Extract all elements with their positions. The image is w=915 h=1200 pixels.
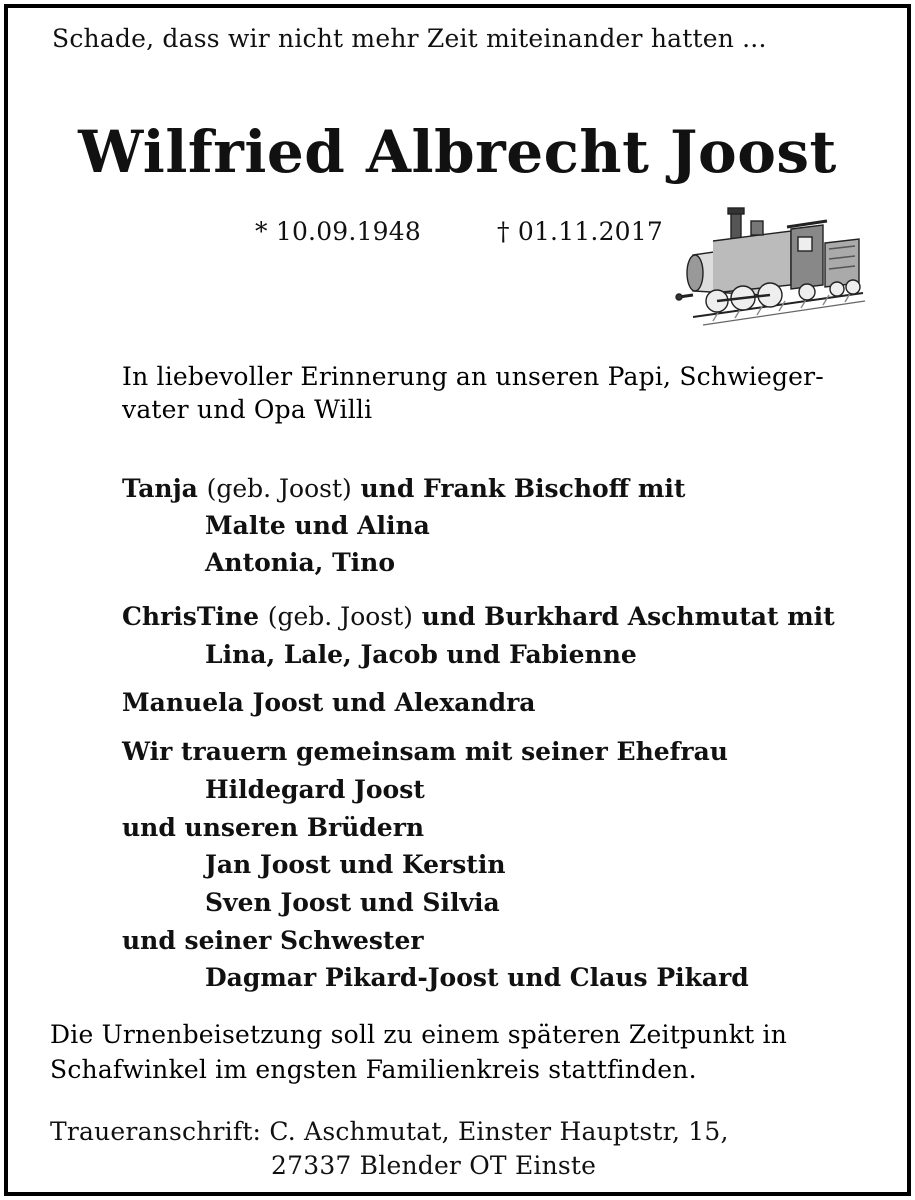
intro-line-1: In liebevoller Erinnerung an unseren Papi, Schwieger- — [122, 362, 824, 391]
deceased-name: Wilfried Albrecht Joost — [78, 118, 837, 186]
birth-date: * 10.09.1948 — [255, 217, 421, 246]
intro-line-2: vater und Opa Willi — [122, 395, 373, 424]
address-line-1: Traueranschrift: C. Aschmutat, Einster Hauptstr, 15, — [50, 1117, 729, 1146]
sister-name: Dagmar Pikard-Joost und Claus Pikard — [205, 963, 749, 992]
death-date: † 01.11.2017 — [497, 217, 663, 246]
brothers-intro: und unseren Brüdern — [122, 813, 425, 842]
address-line-2: 27337 Blender OT Einste — [271, 1151, 597, 1180]
family-manuela: Manuela Joost und Alexandra — [122, 688, 536, 717]
christine-first: ChrisTine — [122, 602, 259, 631]
tanja-maiden: (geb. Joost) — [206, 474, 352, 503]
steam-locomotive-icon — [673, 203, 869, 333]
motto: Schade, dass wir nicht mehr Zeit miteinander hatten ... — [52, 24, 767, 53]
brother-1: Jan Joost und Kerstin — [205, 850, 506, 879]
tanja-kids-1: Malte und Alina — [205, 511, 430, 540]
christine-kids: Lina, Lale, Jacob und Fabienne — [205, 640, 637, 669]
funeral-line-1: Die Urnenbeisetzung soll zu einem späteren Zeitpunkt in — [50, 1020, 787, 1049]
family-christine — [122, 602, 835, 631]
christine-maiden: (geb. Joost) — [267, 602, 413, 631]
sister-intro: und seiner Schwester — [122, 926, 424, 955]
christine-partner: und Burkhard Aschmutat mit — [421, 602, 835, 631]
tanja-first: Tanja — [122, 474, 198, 503]
tanja-kids-2: Antonia, Tino — [205, 548, 396, 577]
wife-name: Hildegard Joost — [205, 775, 425, 804]
funeral-line-2: Schafwinkel im engsten Familienkreis stattfinden. — [50, 1055, 697, 1084]
brother-2: Sven Joost und Silvia — [205, 888, 500, 917]
tanja-partner: und Frank Bischoff mit — [360, 474, 686, 503]
family-tanja — [122, 474, 685, 503]
mourning-intro: Wir trauern gemeinsam mit seiner Ehefrau — [122, 737, 728, 766]
